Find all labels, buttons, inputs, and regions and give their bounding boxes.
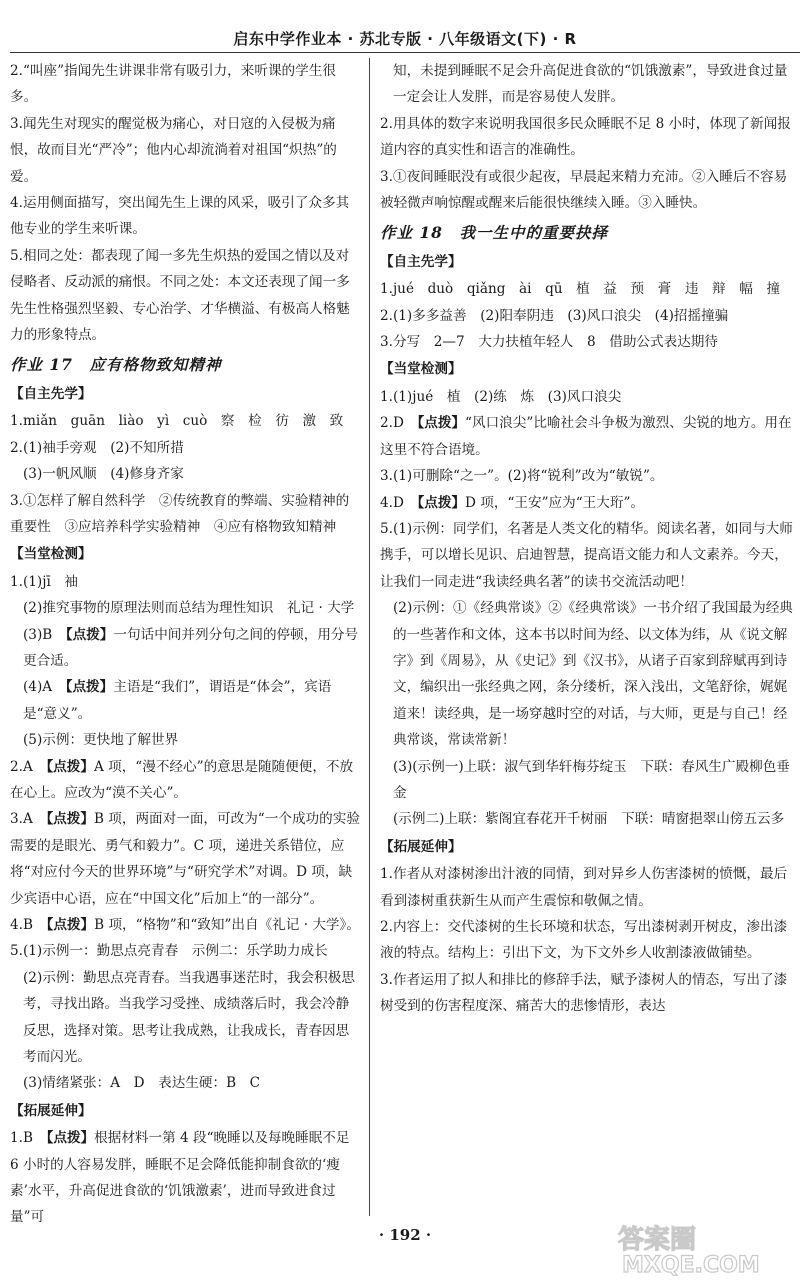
answer-item: (3)(示例一)上联：淑气到华轩梅芬绽玉 下联：春风生广殿柳色垂金 [393, 758, 790, 801]
hint-label: 【点拨】 [46, 758, 94, 775]
answer-item: 5.(1)示例一：勤思点亮青春 示例二：乐学助力成长 [10, 943, 328, 960]
left-column [10, 58, 360, 1226]
answer-item: (3)一帆风顺 (4)修身齐家 [23, 466, 184, 483]
hint-label: 【点拨】 [46, 811, 94, 828]
answer-text: 3.A [10, 811, 47, 828]
answer-item: 1.miǎn guān liào yì cuò 察 检 彷 激 致 [10, 413, 344, 430]
answer-item [10, 806, 360, 912]
answer-item: 5.相同之处：都表现了闻一多先生炽热的爱国之情以及对侵略者、反动派的痛恨。不同之处：本文还表现了闻一多先生性格强烈坚毅、专心治学、才华横溢、有极高人格魅力的形象特点。 [10, 247, 350, 344]
section-heading: 【当堂检测】 [10, 546, 92, 563]
section-heading: 【当堂检测】 [380, 361, 462, 378]
answer-item [380, 490, 800, 516]
answer-item: 4.运用侧面描写，突出闻先生上课的风采，吸引了众多其他专业的学生来听课。 [10, 195, 350, 238]
hint-text: B 项，“格物”和“致知”出自《礼记 · 大学》。 [94, 917, 360, 933]
answer-item: (5)示例：更快地了解世界 [23, 732, 179, 749]
answer-item [10, 622, 360, 675]
page-header: 启东中学作业本 · 苏北专版 · 八年级语文(下) · R [233, 30, 577, 48]
answer-item: 1.作者从对漆树渗出汁液的同情，到对异乡人伤害漆树的愤慨，最后看到漆树重获新生从而产生震惊和敬佩之情。 [380, 866, 788, 909]
watermark-logo [610, 1218, 800, 1278]
answer-text: (3)B [23, 626, 66, 643]
answer-text: 4.B [10, 917, 47, 933]
hint-label: 【点拨】 [417, 415, 466, 432]
hint-text: 主语是“我们”，谓语是“体会”，宾语是“意义”。 [23, 679, 332, 722]
answer-item: 1.jué duò qiǎng ài qū 植 益 预 膏 违 辩 幅 撞 [380, 281, 781, 298]
answer-text: 2.D [380, 415, 418, 432]
answer-text: 4.D [380, 494, 418, 511]
answer-item [380, 410, 800, 463]
answer-item: 3.作者运用了拟人和排比的修辞手法，赋予漆树人的情态，写出了漆树受到的伤害程度深、痛苦大的悲惨情形，表达 [380, 971, 788, 1015]
answer-item: (3)情绪紧张：A D 表达生硬：B C [23, 1075, 261, 1092]
answer-item: (2)示例：勤思点亮青春。当我遇事迷茫时，我会积极思考，寻找出路。当我学习受挫、成绩落后时，我会冷静反思，选择对策。思考让我成熟，让我成长，青春因思考而闪光。 [23, 969, 355, 1066]
answer-item: 3.(1)可删除“之一”。(2)将“锐利”改为“敏锐”。 [380, 468, 664, 485]
hint-label: 【点拨】 [65, 626, 114, 643]
answer-item: (示例二)上联：紫阁宜春花开千树丽 下联：晴窗挹翠山傍五云多 [393, 811, 785, 828]
answer-item: 3.①怎样了解自然科学 ②传统教育的弊端、实验精神的重要性 ③应培养科学实验精神 ④应有格物致知精神 [10, 492, 350, 535]
answer-item: 2.用具体的数字来说明我国很多民众睡眠不足 8 小时，体现了新闻报道内容的真实性和语言的准确性。 [380, 115, 791, 159]
assignment-heading: 作业 18 我一生中的重要抉择 [380, 223, 608, 243]
answer-item: 3.闻先生对现实的醒觉极为痛心，对日寇的入侵极为痛恨，故而目光“严冷”；他内心却流淌着对祖国“炽热”的爱。 [10, 115, 337, 185]
answer-item [10, 754, 360, 807]
watermark-logo-bottom: MXQE.COM [622, 1253, 760, 1278]
hint-text: 一句话中间并列分句之间的停顿，用分号更合适。 [23, 626, 359, 669]
answer-item: 3.分写 2—7 大力扶植年轻人 8 借助公式表达期待 [380, 334, 718, 351]
answer-item: 2.“叫座”指闻先生讲课非常有吸引力，来听课的学生很多。 [10, 63, 336, 106]
hint-label: 【点拨】 [46, 917, 95, 933]
hint-text: 根据材料一第 4 段“晚睡以及每晚睡眠不足 6 小时的人容易发胖，睡眠不足会降低能抑制食欲的‘瘦素’水平，升高促进食欲的‘饥饿激素’，进而导致进食过量”可 [10, 1130, 350, 1226]
answer-text: 2.A [10, 758, 47, 775]
answer-item [10, 1125, 360, 1231]
answer-text: 1.B [10, 1130, 47, 1147]
answer-item: 1.(1)jī 袖 [10, 573, 78, 590]
answer-item: 知，未提到睡眠不足会升高促进食欲的“饥饿激素”，导致进食过量一定会让人发胖，而是容易使人发胖。 [393, 63, 788, 106]
hint-label: 【点拨】 [417, 494, 466, 511]
answer-item [10, 912, 360, 938]
hint-text: B 项，两面对一面，可改为“一个成功的实验需要的是眼光、勇气和毅力”。C 项，递进关系错位，应将“对应付今天的世界环境”与“研究学术”对调。D 项，缺少宾语中心语，应在“中国文化”后加上“的一部分”。 [10, 811, 360, 907]
answer-item: 5.(1)示例：同学们，名著是人类文化的精华。阅读名著，如同与大师携手，可以增长见识、启迪智慧，提高语文能力和人文素养。今天，让我们一同走进“我读经典名著”的读书交流活动吧！ [380, 520, 793, 590]
answer-item: 2.内容上：交代漆树的生长环境和状态，写出漆树剥开树皮，渗出漆液的特点。结构上：引出下文，为下文外乡人收割漆液做铺垫。 [380, 919, 788, 962]
section-heading: 【拓展延伸】 [10, 1102, 92, 1119]
hint-text: A 项，“漫不经心”的意思是随随便便，不放在心上。应改为“漠不关心”。 [10, 758, 354, 801]
answer-item: (2)示例：①《经典常谈》②《经典常谈》一书介绍了我国最为经典的一些著作和文体，这本书以时间为经、以文体为纬，从《说文解字》到《周易》，从《史记》到《汉书》，从诸子百家到辞赋再到诗文，编织出一张经典之网，条分缕析，深入浅出，文笔舒徐，娓娓道来！读经典，是一场穿越时空的对话，与大师，更是与自己！经典常谈，常读常新！ [393, 600, 793, 749]
hint-label: 【点拨】 [46, 1130, 95, 1147]
right-column [380, 58, 800, 1216]
hint-text: “风口浪尖”比喻社会斗争极为激烈、尖锐的地方。用在这里不符合语境。 [380, 415, 792, 458]
column-divider [369, 58, 370, 1216]
assignment-heading: 作业 17 应有格物致知精神 [10, 355, 222, 375]
page-number: · 192 · [378, 1226, 432, 1244]
answer-item: 3.①夜间睡眠没有或很少起夜，早晨起来精力充沛。②入睡后不容易被轻微声响惊醒或醒来后能很快继续入睡。③入睡快。 [380, 168, 788, 212]
watermark-logo-top: 答案圈 [618, 1225, 697, 1255]
answer-item: 2.(1)多多益善 (2)阳奉阴违 (3)风口浪尖 (4)招摇撞骗 [380, 307, 729, 324]
header-rule [10, 52, 800, 53]
answer-item: 2.(1)袖手旁观 (2)不知所措 [10, 439, 184, 456]
section-heading: 【自主先学】 [380, 253, 462, 270]
answer-text: (4)A [23, 679, 66, 696]
answer-item: 1.(1)jué 植 (2)练 炼 (3)风口浪尖 [380, 388, 622, 405]
section-heading: 【拓展延伸】 [380, 838, 462, 855]
answer-item [10, 674, 360, 727]
hint-text: D 项，“王安”应为“王大珩”。 [465, 494, 645, 511]
answer-item: (2)推究事物的原理法则而总结为理性知识 礼记 · 大学 [23, 600, 355, 617]
hint-label: 【点拨】 [65, 679, 114, 696]
section-heading: 【自主先学】 [10, 385, 92, 402]
